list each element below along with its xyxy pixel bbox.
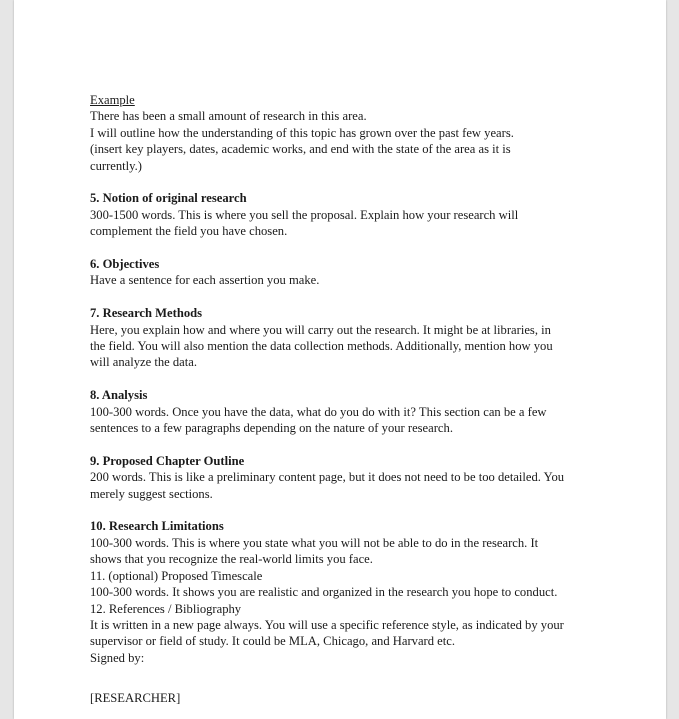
section-line: will analyze the data. (90, 355, 197, 370)
section-line: shows that you recognize the real-world limits you face. (90, 552, 373, 567)
document-body (90, 92, 610, 707)
section-research-methods (90, 305, 610, 371)
section-line: the field. You will also mention the data collection methods. Additionally, mention how you (90, 339, 553, 354)
intro-block (90, 92, 610, 174)
section-heading: 6. Objectives (90, 257, 160, 272)
section-heading: 5. Notion of original research (90, 191, 247, 206)
intro-line: (insert key players, dates, academic works, and end with the state of the area as it is (90, 142, 511, 157)
section-research-limitations (90, 518, 610, 666)
section-line: 300-1500 words. This is where you sell the proposal. Explain how your research will (90, 207, 519, 222)
signature-placeholder: [RESEARCHER] (90, 691, 181, 706)
signed-by-label: Signed by: (90, 650, 145, 665)
section-original-research (90, 190, 610, 239)
section-line: 100-300 words. This is where you state what you will not be able to do in the research. It (90, 535, 539, 550)
section-line: 200 words. This is like a preliminary content page, but it does not need to be too detailed. You (90, 470, 565, 485)
section-objectives (90, 256, 610, 289)
section-line: 11. (optional) Proposed Timescale (90, 568, 263, 583)
spacer (90, 174, 610, 190)
section-line: 100-300 words. It shows you are realistic and organized in the research you hope to conduct. (90, 585, 558, 600)
spacer (90, 436, 610, 452)
section-heading: 10. Research Limitations (90, 519, 224, 534)
section-heading: 7. Research Methods (90, 306, 203, 321)
section-chapter-outline (90, 453, 610, 502)
section-line: 12. References / Bibliography (90, 601, 242, 616)
section-line: sentences to a few paragraphs depending on the nature of your research. (90, 421, 453, 436)
intro-line: There has been a small amount of research in this area. (90, 109, 367, 124)
section-line: merely suggest sections. (90, 486, 213, 501)
section-heading: 9. Proposed Chapter Outline (90, 453, 245, 468)
intro-line: I will outline how the understanding of this topic has grown over the past few years. (90, 125, 514, 140)
section-heading: 8. Analysis (90, 388, 148, 403)
section-line: Here, you explain how and where you will carry out the research. It might be at libraries, in (90, 322, 551, 337)
section-line: It is written in a new page always. You will use a specific reference style, as indicated by your (90, 617, 564, 632)
spacer (90, 289, 610, 305)
section-analysis (90, 387, 610, 436)
spacer (90, 502, 610, 518)
spacer (90, 240, 610, 256)
spacer (90, 666, 610, 690)
section-line: 100-300 words. Once you have the data, what do you do with it? This section can be a few (90, 404, 547, 419)
section-line: Have a sentence for each assertion you make. (90, 273, 320, 288)
section-line: supervisor or field of study. It could be MLA, Chicago, and Harvard etc. (90, 634, 456, 649)
intro-line: currently.) (90, 158, 142, 173)
section-line: complement the field you have chosen. (90, 224, 288, 239)
example-label: Example (90, 93, 135, 107)
document-page (14, 0, 666, 719)
spacer (90, 371, 610, 387)
